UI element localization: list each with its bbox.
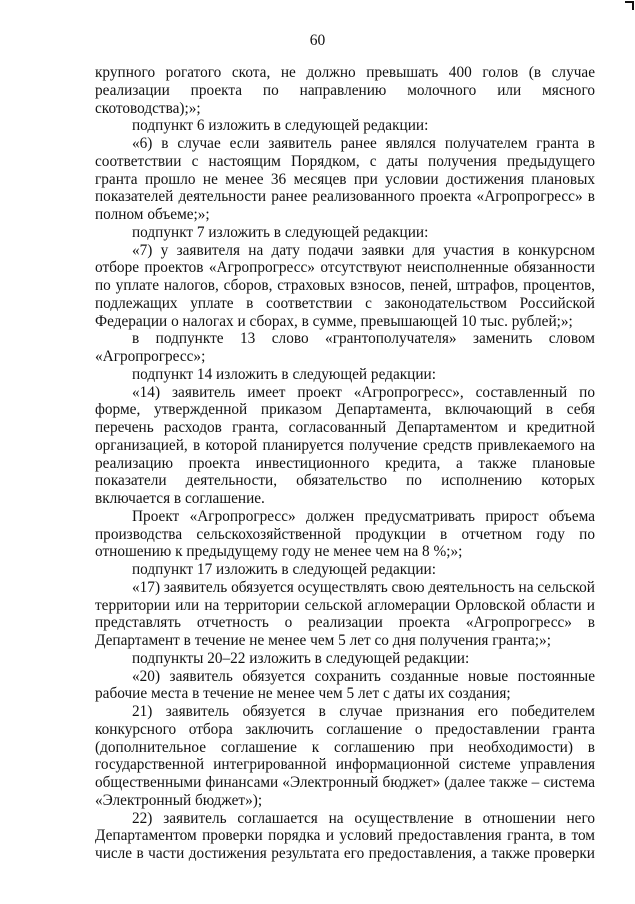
- paragraph: подпункт 6 изложить в следующей редакции:: [132, 117, 429, 135]
- paragraph: «7) у заявителя на дату подачи заявки для участия в конкурсном отборе проектов «Агропрогресс» отсутствуют неисполненные обязанности по уплате налогов, сборов, страховых взносов, пеней, штрафов, процентов, подлежащих уплате в соответствии с законодательством Российской Федерации о налогах и сборах, в сумме, превышающей 10 тыс. рублей;»;: [95, 241, 595, 330]
- paragraph: «6) в случае если заявитель ранее являлся получателем гранта в соответствии с настоящим Порядком, с даты получения предыдущего гранта прошло не менее 36 месяцев при условии достижения плановых показателей деятельности ранее реализованного проекта «Агропрогресс» в полном объеме;»;: [95, 135, 595, 223]
- paragraph: подпункт 14 изложить в следующей редакции:: [132, 365, 436, 383]
- paragraph: Проект «Агропрогресс» должен предусматривать прирост объема производства сельскохозяйственной продукции в отчетном году по отношению к предыдущему году не менее чем на 8 %;»;: [95, 507, 595, 561]
- paragraph: подпункт 7 изложить в следующей редакции:: [132, 223, 429, 241]
- paragraph: «20) заявитель обязуется сохранить созданные новые постоянные рабочие места в течение не менее чем 5 лет с даты их создания;: [95, 667, 595, 703]
- paragraph: в подпункте 13 слово «грантополучателя» заменить словом «Агропрогресс»;: [95, 330, 595, 365]
- paragraph: 22) заявитель соглашается на осуществление в отношении него Департаментом проверки порядка и условий предоставления гранта, в том числе в части достижения результата его предоставления, а также проверки: [95, 809, 595, 862]
- page-number: 60: [309, 32, 326, 49]
- document-body: [95, 64, 595, 863]
- paragraph: «14) заявитель имеет проект «Агропрогресс», составленный по форме, утвержденной приказом Департамента, включающий в себя перечень расходов гранта, согласованный Департаментом и кредитной организацией, в которой планируется получение средств привлекаемого на реализацию проекта инвестиционного кредита, а также плановые показатели деятельности, обязательство по исполнению которых включается в соглашение.: [95, 383, 595, 507]
- corner-mark: [625, 1, 634, 10]
- paragraph: крупного рогатого скота, не должно превышать 400 голов (в случае реализации проекта по направлению молочного или мясного скотоводства);»;: [95, 64, 595, 117]
- paragraph: 21) заявитель обязуется в случае признания его победителем конкурсного отбора заключить соглашение о предоставлении гранта (дополнительное соглашение к соглашению при необходимости) в государственной интегрированной информационной системе управления общественными финансами «Электронный бюджет» (далее также – система «Электронный бюджет»);: [95, 703, 595, 809]
- paragraph: подпункты 20–22 изложить в следующей редакции:: [132, 649, 470, 667]
- paragraph: «17) заявитель обязуется осуществлять свою деятельность на сельской территории или на территории сельской агломерации Орловской области и представлять отчетность о реализации проекта «Агропрогресс» в Департамент в течение не менее чем 5 лет со дня получения гранта;»;: [95, 578, 595, 649]
- paragraph: подпункт 17 изложить в следующей редакции:: [132, 561, 436, 578]
